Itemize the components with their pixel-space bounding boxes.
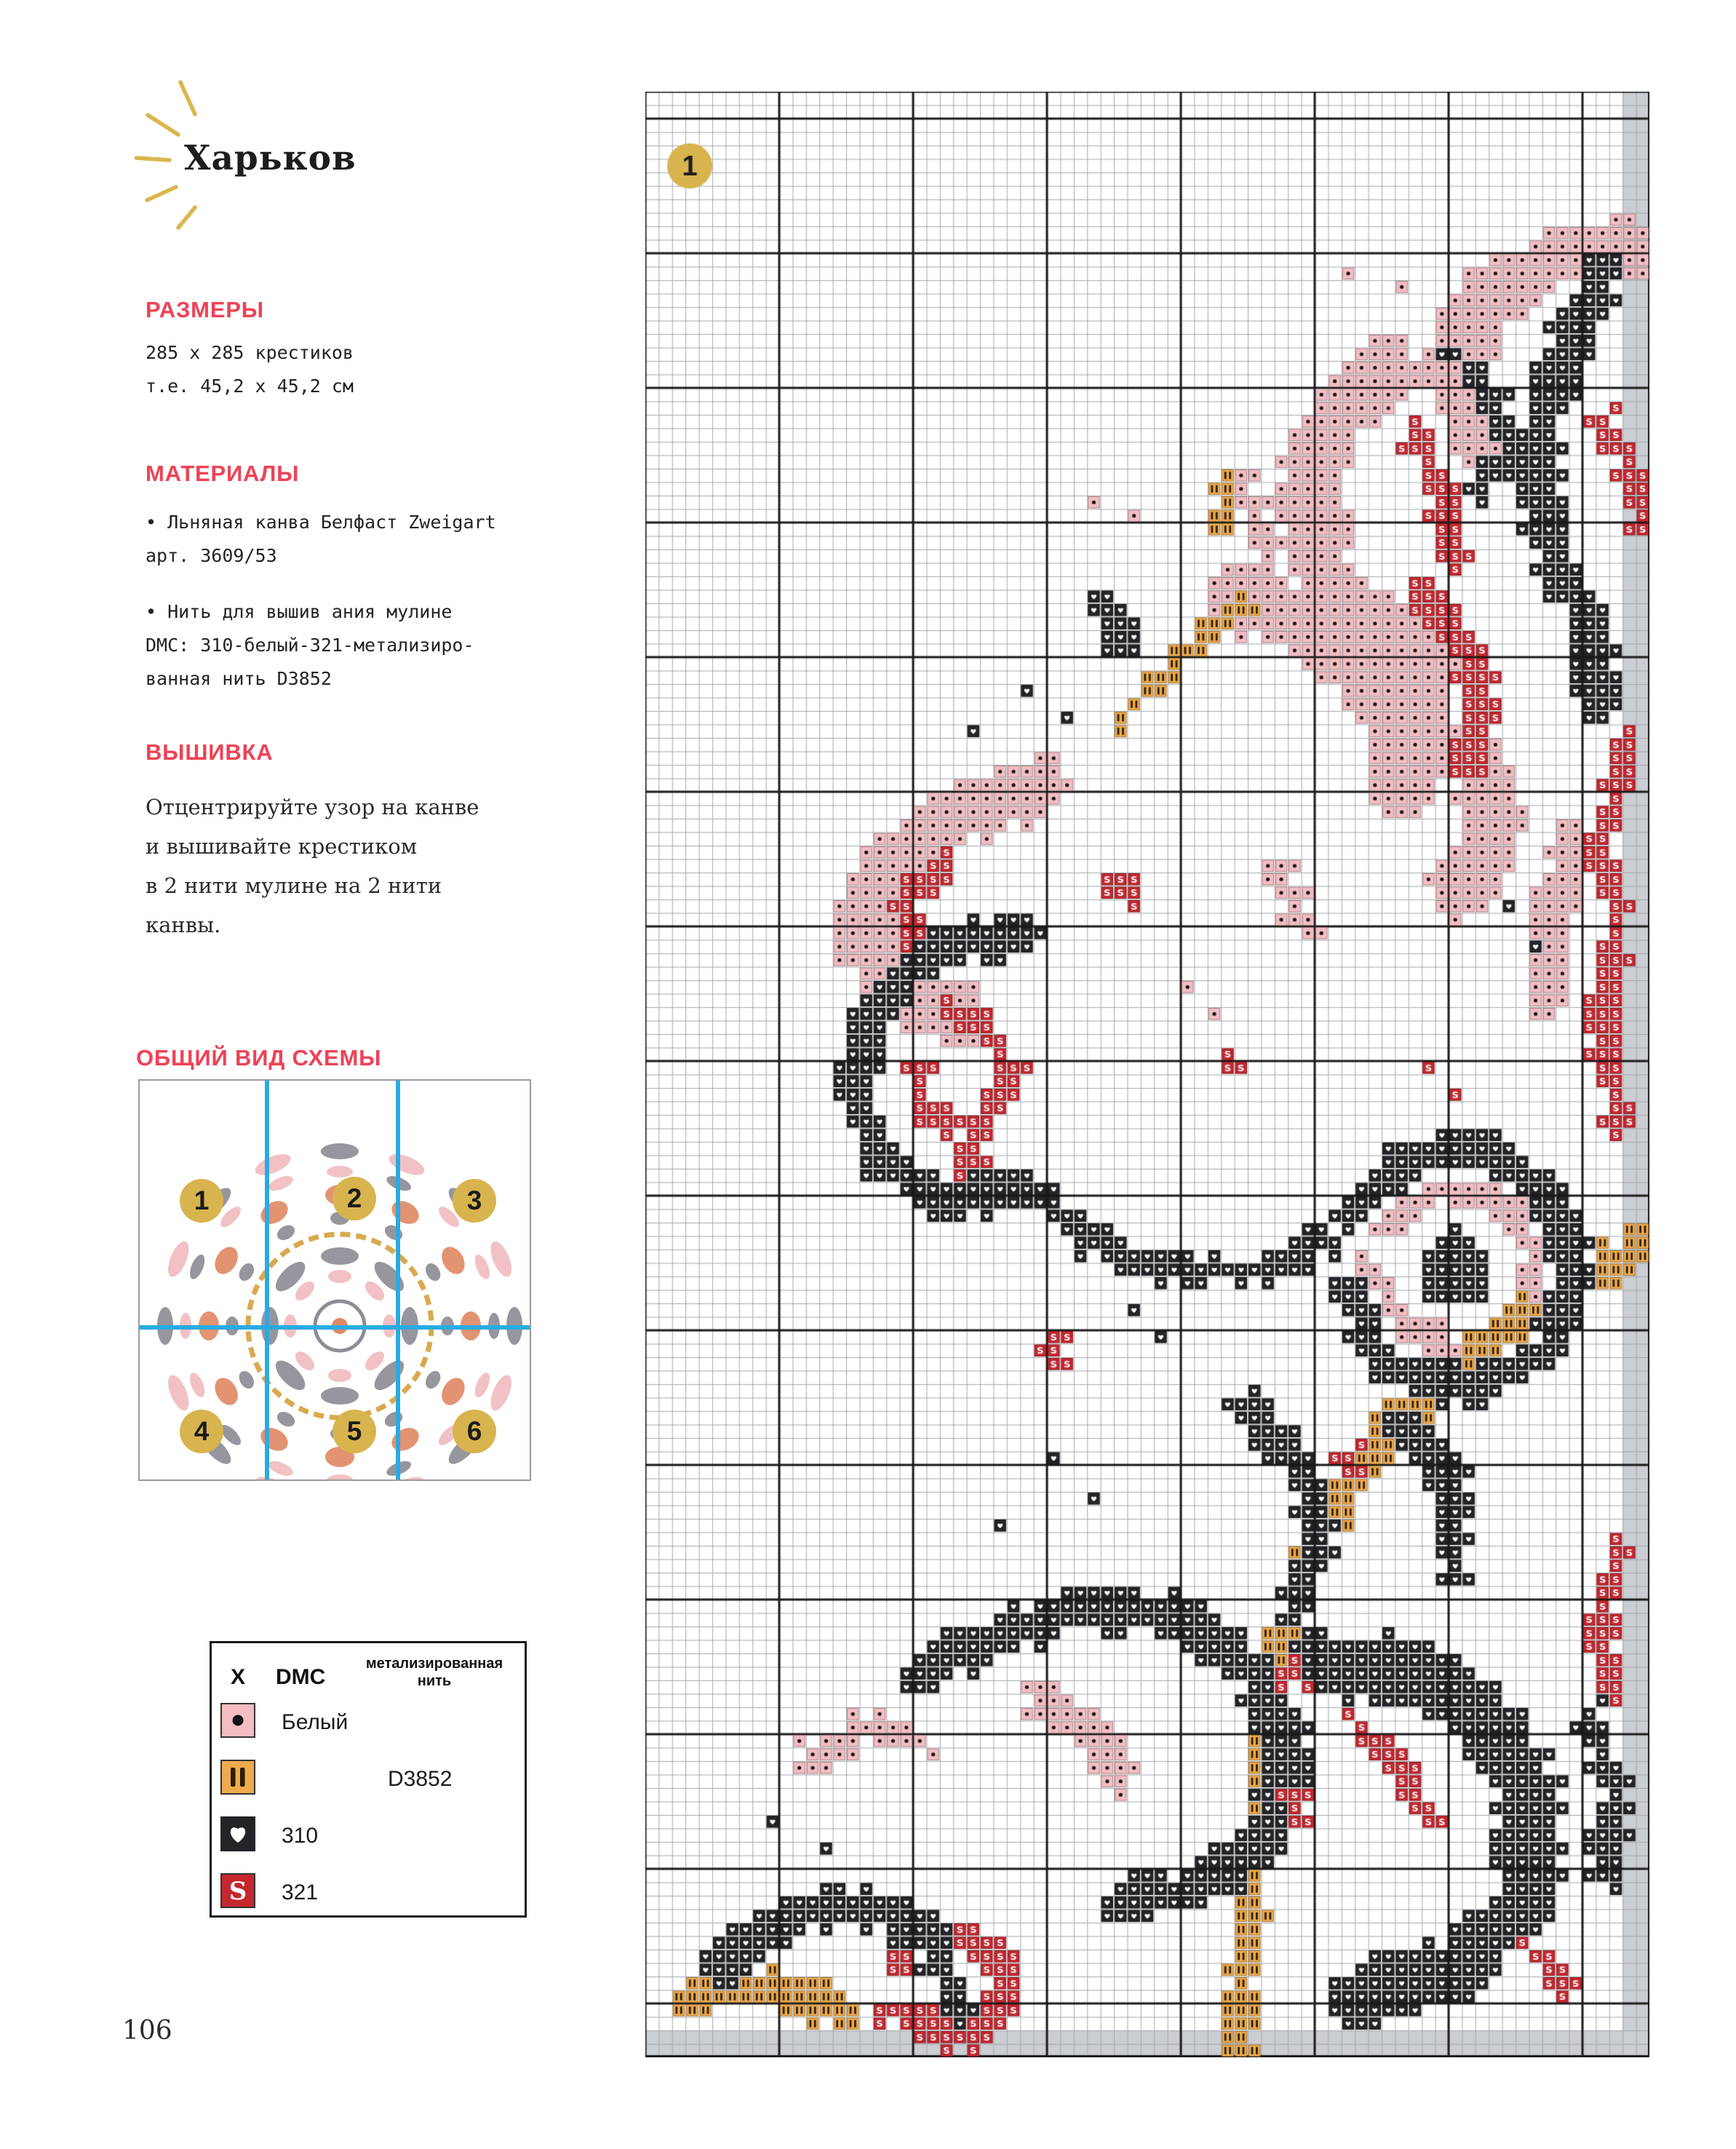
pattern-overview-preview (138, 1079, 531, 1481)
legend-header-dmc: DMC (276, 1665, 326, 1689)
materials-line: • Нить для вышив ания мулине (146, 601, 453, 622)
materials-line: DMC: 310-белый-321-метализиро- (146, 635, 474, 656)
mandala-preview-image (140, 1081, 530, 1479)
sizes-line: 285 x 285 крестиков (146, 342, 354, 363)
white-dot-symbol-swatch (220, 1703, 255, 1738)
materials-item-canvas (146, 506, 496, 573)
sizes-text (146, 336, 354, 403)
page-title: Харьков (184, 138, 357, 178)
legend-dmc-value: Белый (282, 1710, 349, 1734)
legend-header-metallic-line1: метализированная (365, 1656, 503, 1672)
legend-header-metallic-line2: нить (417, 1673, 452, 1689)
legend-table (210, 1641, 527, 1918)
svg-text:4: 4 (194, 1416, 210, 1446)
legend-metallic-value: D3852 (388, 1767, 453, 1791)
legend-dmc-value: 321 (282, 1880, 319, 1904)
metallic-bars-symbol-swatch (220, 1760, 255, 1795)
materials-line: арт. 3609/53 (146, 545, 277, 566)
svg-text:2: 2 (346, 1183, 362, 1213)
materials-heading: МАТЕРИАЛЫ (146, 461, 300, 486)
stitch-chart-canvas (645, 92, 1649, 2057)
embroidery-line: канвы. (146, 913, 221, 937)
materials-line: • Льняная канва Белфаст Zweigart (146, 512, 496, 533)
legend-row (220, 1816, 255, 1855)
legend-row (220, 1703, 255, 1741)
svg-text:3: 3 (466, 1185, 482, 1215)
legend-row (220, 1760, 255, 1798)
embroidery-line: и вышивайте крестиком (146, 834, 418, 859)
black-heart-symbol-swatch (220, 1816, 255, 1851)
materials-line: ванная нить D3852 (146, 668, 332, 689)
embroidery-line: Отцентрируйте узор на канве (146, 795, 479, 819)
sizes-heading: РАЗМЕРЫ (146, 297, 264, 322)
legend-dmc-value: 310 (282, 1824, 319, 1848)
svg-text:5: 5 (346, 1416, 362, 1446)
legend-row (220, 1873, 255, 1912)
page-number: 106 (122, 2016, 172, 2046)
red-s-symbol-swatch (220, 1873, 255, 1908)
materials-item-thread (146, 595, 474, 696)
svg-text:S: S (228, 1877, 247, 1906)
embroidery-line: в 2 нити мулине на 2 нити (146, 873, 442, 898)
embroidery-heading: ВЫШИВКА (146, 739, 274, 765)
legend-header-metallic (349, 1655, 520, 1690)
legend-header-x: X (231, 1665, 246, 1689)
embroidery-text (146, 787, 479, 945)
overview-heading: ОБЩИЙ ВИД СХЕМЫ (136, 1045, 382, 1070)
svg-text:1: 1 (194, 1185, 210, 1215)
svg-text:6: 6 (466, 1416, 482, 1446)
sizes-line: т.е. 45,2 x 45,2 см (146, 376, 354, 397)
